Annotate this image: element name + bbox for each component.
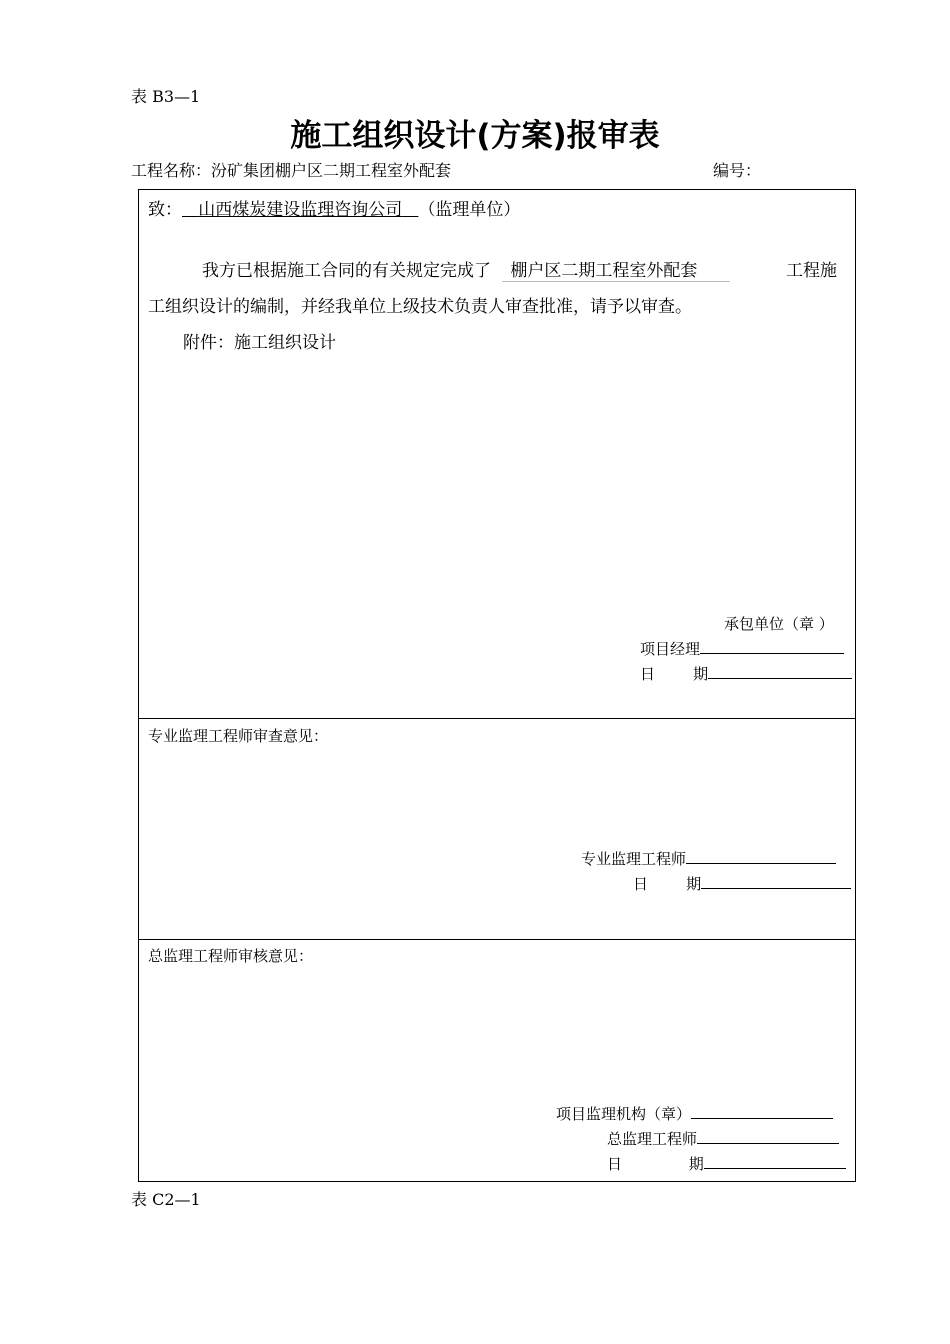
specialist-review-heading: 专业监理工程师审查意见： [148,727,329,745]
paragraph-prefix: 我方已根据施工合同的有关规定完成了 [202,261,491,281]
section-divider-2 [138,939,856,940]
section-divider-1 [138,718,856,719]
project-manager-line [640,638,844,659]
project-manager-label: 项目经理 [640,640,701,658]
paragraph-line-2: 工组织设计的编制，并经我单位上级技术负责人审查批准，请予以审查。 [148,297,692,317]
chief-engineer-line [607,1128,839,1149]
recipient-line [148,195,520,220]
supervision-org-seal-field [691,1104,833,1119]
paragraph-project-field: 棚户区二期工程室外配套 [502,256,730,282]
number-label: 编号： [713,161,762,180]
section1-date-label: 日 期 [640,665,709,683]
page-title: 施工组织设计(方案)报审表 [290,118,660,154]
project-label: 工程名称： [131,161,212,180]
recipient-suffix: （监理单位） [418,200,521,220]
section2-date-field [701,874,851,889]
specialist-engineer-line [581,848,836,869]
section2-date-label: 日 期 [633,875,702,893]
section1-date-line [640,663,852,684]
paragraph-suffix: 工程施 [786,261,837,281]
project-name: 汾矿集团棚户区二期工程室外配套 [211,161,452,180]
project-name-line [131,158,451,181]
recipient-label: 致： [148,200,182,220]
supervision-org-label: 项目监理机构（章） [556,1105,692,1123]
chief-engineer-signature-field [697,1129,839,1144]
paragraph-line-1 [202,256,730,282]
section3-date-line [607,1153,846,1174]
section2-date-line [633,873,851,894]
section1-date-field [708,664,852,679]
footer-form-code: 表 C2—1 [131,1190,201,1209]
chief-review-heading: 总监理工程师审核意见： [148,947,314,965]
recipient-unit: 山西煤炭建设监理咨询公司 [198,200,403,220]
attachment-line: 附件：施工组织设计 [183,333,336,353]
chief-engineer-label: 总监理工程师 [607,1130,698,1148]
section3-date-label: 日 期 [607,1155,704,1173]
specialist-engineer-label: 专业监理工程师 [581,850,687,868]
supervision-org-line [556,1103,833,1124]
section3-date-field [704,1154,846,1169]
project-manager-signature-field [700,639,844,654]
specialist-engineer-signature-field [686,849,836,864]
form-code: 表 B3—1 [131,87,201,106]
contractor-seal-label: 承包单位（章 ） [724,615,834,633]
